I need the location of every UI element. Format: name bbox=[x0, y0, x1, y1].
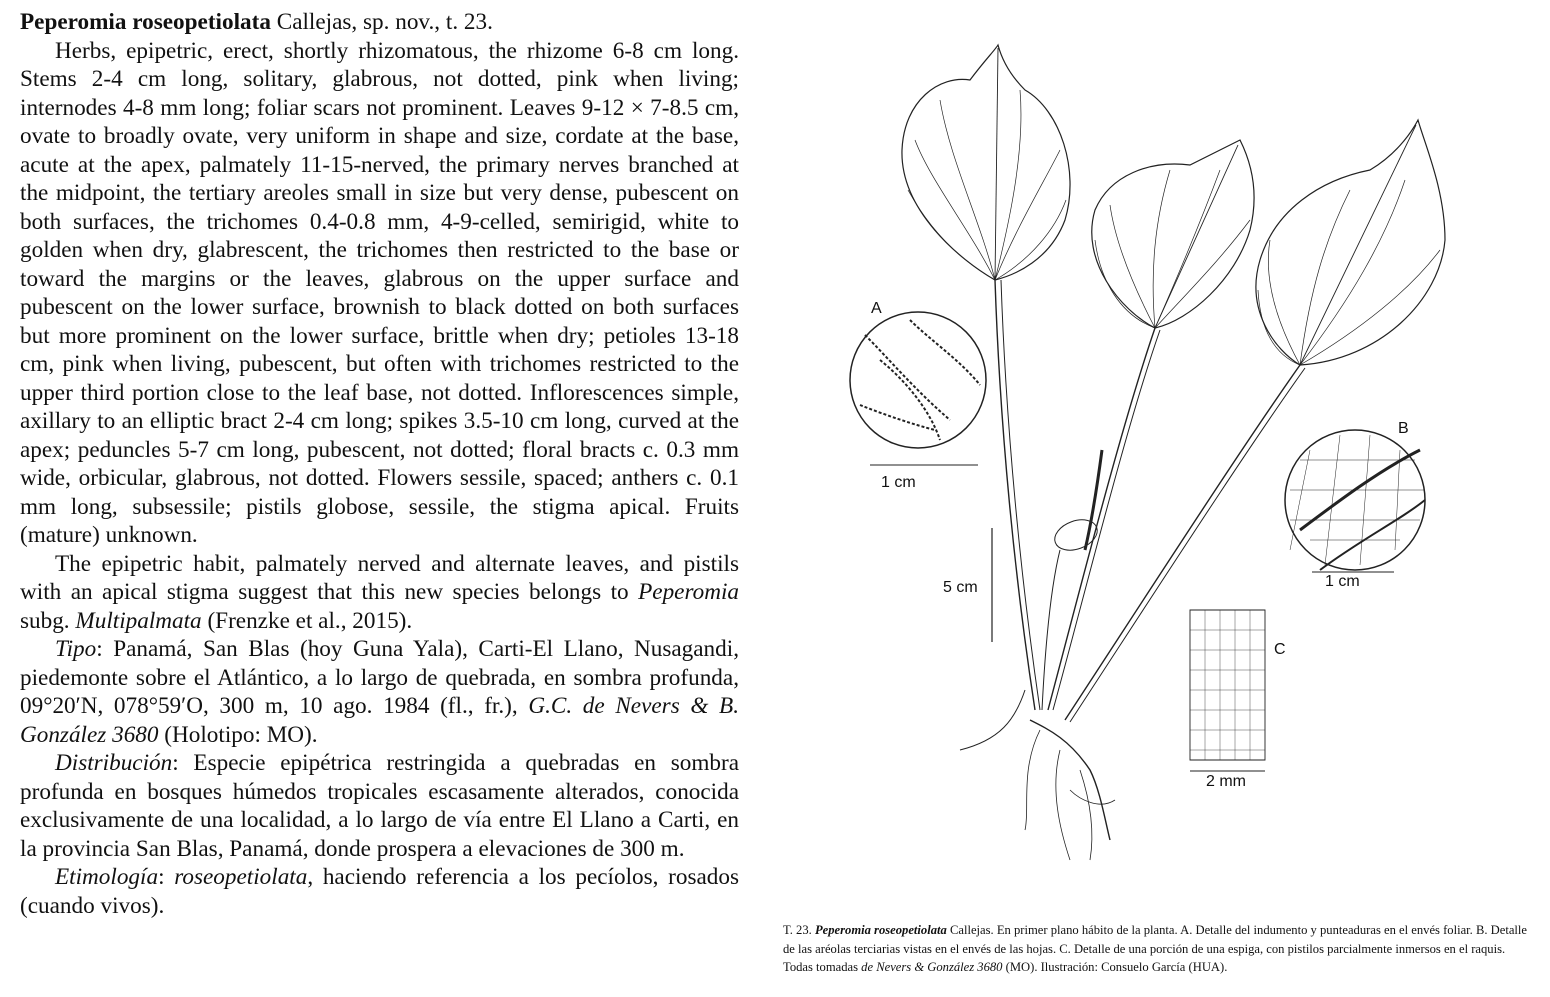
leaf-1 bbox=[902, 45, 1070, 280]
detail-a bbox=[850, 312, 986, 465]
label-b: B bbox=[1398, 420, 1409, 437]
petiole-1 bbox=[995, 280, 1035, 710]
tipo-label: Tipo bbox=[55, 636, 97, 662]
label-a: A bbox=[871, 300, 882, 317]
leaf-2 bbox=[1092, 140, 1254, 328]
distribucion-label: Distribución bbox=[55, 750, 173, 776]
citation-text: (Frenzke et al., 2015). bbox=[201, 607, 413, 634]
description-paragraph: Herbs, epipetric, erect, shortly rhizomatous, the rhizome 6-8 cm long. Stems 2-4 cm long, solitary, glabrous, not dotted, pink when living; internodes 4-8 mm long; foliar scars not prominent. Leaves 9-12 × 7-8.5 cm, ovate to broadly ovate, very uniform in shape and size, cordate at the base, acute at the apex, palmately 11-15-nerved, the primary nerves branched at the midpoint, the tertiary areoles small in size but very dense, pubescent on both surfaces, the trichomes 0.4-0.8 mm, 4-9-celled, semirigid, white to golden when dry, glabrescent, the trichomes then restricted to the base or toward the margins or the leaves, glabrous on the upper surface and pubescent on the lower surface, brownish to black dotted on both surfaces but more prominent on the lower surface, brittle when dry; petioles 13-18 cm, pink when living, pubescent, but often with trichomes restricted to the upper third portion close to the leaf base, not dotted. Inflorescences simple, axillary to an elliptic bract 2-4 cm long; spikes 3.5-10 cm long, curved at the apex; peduncles 5-7 cm long, pubescent, not dotted; floral bracts c. 0.3 mm wide, orbicular, glabrous, not dotted. Flowers sessile, spaced; anthers c. 0.1 mm long, subsessile; pistils globose, sessile, the stigma apical. Fruits (mature) unknown. bbox=[20, 37, 739, 548]
species-heading bbox=[20, 8, 739, 37]
caption-text-1: Callejas. En primer plano hábito de la planta. A. Detalle del indumento y punteaduras en el envés foliar. B. Detalle de las aréolas terciarias vistas en el envés de las hojas. C. Detalle de una porción de una espiga, con pistilos parcialmente inmersos en el raquis. Todas tomadas bbox=[783, 923, 1528, 974]
detail-c bbox=[1190, 610, 1265, 771]
subg-text: subg. bbox=[20, 607, 76, 634]
discussion-text: The epipetric habit, palmately nerved and alternate leaves, and pistils with an apical stigma suggest that this new species belongs to bbox=[20, 550, 739, 605]
petiole-2 bbox=[1048, 328, 1155, 710]
leaf-3 bbox=[1256, 120, 1445, 365]
caption-prefix: T. 23. bbox=[783, 923, 815, 937]
etimologia-label: Etimología bbox=[55, 864, 159, 890]
caption-species: Peperomia roseopetiolata bbox=[814, 923, 947, 937]
caption-text-2: (MO). Ilustración: Consuelo García (HUA). bbox=[1002, 960, 1228, 974]
label-c: C bbox=[1274, 641, 1286, 658]
etimologia-paragraph bbox=[20, 863, 739, 920]
text-column bbox=[20, 8, 739, 920]
scale-label-habit: 5 cm bbox=[943, 579, 978, 596]
distribucion-text: : Especie epipétrica restringida a quebradas en sombra profunda en bosques húmedos tropicales escasamente alterados, conocida exclusivamente de una localidad, a lo largo de vía entre El Llano a Carti, en la provincia San Blas, Panamá, donde prospera a elevaciones de 300 m. bbox=[20, 750, 739, 862]
scale-label-a: 1 cm bbox=[881, 474, 916, 491]
caption-collectors: de Nevers & González 3680 bbox=[861, 960, 1003, 974]
scale-label-c: 2 mm bbox=[1206, 773, 1246, 790]
tipo-paragraph bbox=[20, 635, 739, 749]
plant-drawing bbox=[820, 30, 1540, 910]
detail-b bbox=[1285, 430, 1425, 572]
distribucion-paragraph bbox=[20, 749, 739, 863]
etimologia-text: , haciendo referencia a los pecíolos, rosados (cuando vivos). bbox=[20, 864, 739, 919]
tipo-holotype: (Holotipo: MO). bbox=[158, 721, 318, 748]
discussion-paragraph bbox=[20, 550, 739, 636]
genus-name: Peperomia bbox=[638, 579, 739, 605]
etimologia-sep: : bbox=[158, 864, 175, 890]
botanical-illustration bbox=[820, 30, 1540, 910]
tipo-collectors: G.C. de Nevers & B. González 3680 bbox=[20, 693, 740, 748]
etimologia-epithet: roseopetiolata bbox=[174, 864, 308, 890]
species-name: Peperomia roseopetiolata bbox=[20, 9, 271, 35]
rhizome bbox=[1030, 720, 1110, 840]
scale-label-b: 1 cm bbox=[1325, 573, 1360, 590]
tipo-text: : Panamá, San Blas (hoy Guna Yala), Carti-El Llano, Nusagandi, piedemonte sobre el Atlántico, a lo largo de quebrada, en sombra profunda, 09°20′N, 078°59′O, 300 m, 10 ago. 1984 (fl., fr.), bbox=[20, 636, 739, 719]
figure-caption bbox=[783, 921, 1528, 977]
species-author: Callejas, sp. nov., t. 23. bbox=[270, 9, 493, 35]
subgenus-name: Multipalmata bbox=[75, 607, 202, 634]
